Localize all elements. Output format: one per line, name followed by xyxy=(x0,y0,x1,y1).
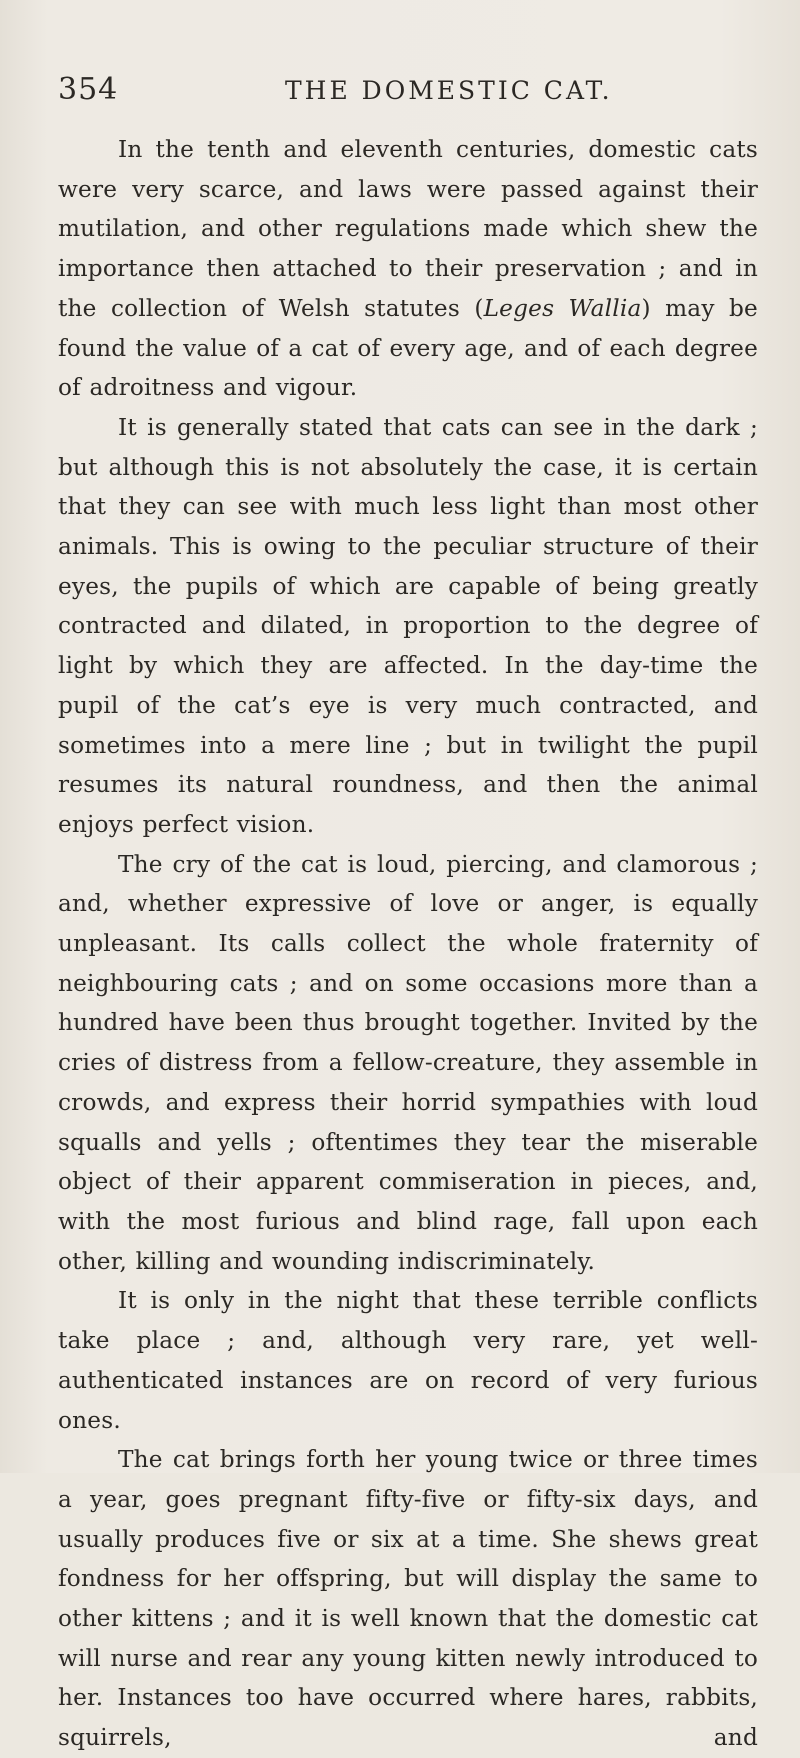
page-number: 354 xyxy=(58,72,119,107)
paragraph-night-conflicts: It is only in the night that these terrible conflicts take place ; and, although very rare, yet well-authenticated instances are on record of very furious ones. xyxy=(58,1287,758,1434)
paragraph-cat-young: The cat brings forth her young twice or three times a year, goes pregnant fifty-five or fifty-six days, and usually produces five or six at a time. She shews great fondness for her offspring, but will display the same to other kittens ; and it is well known that the domestic cat will nurse and rear any young kitten newly introduced to her. Instances too have occurred where hares, rabbits, squirrels, and xyxy=(58,1446,758,1752)
paragraph-text: In the tenth and eleventh centuries, domestic cats were very scarce, and laws were passed against their mutilation, and other regulations made which shew the importance then attached to their preservation ; and in the collection of Welsh statutes ( xyxy=(58,136,758,322)
paragraph-welsh-laws xyxy=(58,130,758,408)
paragraph-cat-vision: It is generally stated that cats can see in the dark ; but although this is not absolutely the case, it is certain that they can see with much less light than most other animals. This is owing to the peculiar structure of their eyes, the pupils of which are capable of being greatly contracted and dilated, in proportion to the degree of light by which they are affected. In the day-time the pupil of the cat’s eye is very much contracted, and sometimes into a mere line ; but in twilight the pupil resumes its natural roundness, and then the animal enjoys perfect vision. xyxy=(58,413,758,838)
paragraph-text: ) may be found the value of a cat of every age, and of each degree of adroitness and vigour. xyxy=(58,294,758,402)
body-text xyxy=(58,130,758,1758)
running-head xyxy=(58,72,758,112)
latin-title: Leges Wallia xyxy=(483,294,642,322)
running-title: THE DOMESTIC CAT. xyxy=(285,76,613,105)
paragraph-cat-cry: The cry of the cat is loud, piercing, and clamorous ; and, whether expressive of love or anger, is equally unpleasant. Its calls collect the whole fraternity of neighbouring cats ; and on some occasions more than a hundred have been thus brought together. Invited by the cries of distress from a fellow-creature, they assemble in crowds, and express their horrid sympathies with loud squalls and yells ; oftentimes they tear the miserable object of their apparent commiseration in pieces, and, with the most furious and blind rage, fall upon each other, killing and wounding indiscriminately. xyxy=(58,850,758,1275)
